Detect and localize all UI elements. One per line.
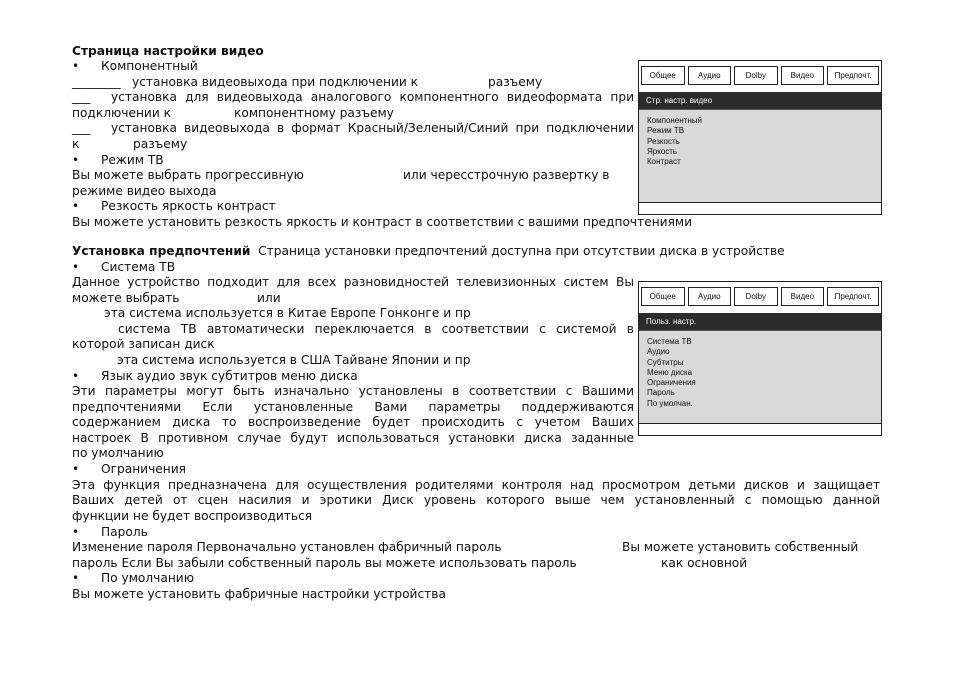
bullet: • (72, 571, 80, 585)
limits-text-end: функции не будет воспроизводиться (72, 509, 313, 523)
tv-mode-text-end: или чересстрочную развертку в (403, 168, 610, 182)
osd-item: Пароль (647, 388, 675, 398)
bullet-sharpness: Резкость яркость контраст (101, 199, 276, 213)
bullet: • (72, 199, 80, 213)
sharpness-text: Вы можете установить резкость яркость и контраст в соответствии с вашими предпочтениями (72, 215, 693, 229)
tv-mode-text: Вы можете выбрать прогрессивную (72, 168, 304, 182)
option3-text: установка видеовыхода в формат Красный/Зеленый/Синий при подключении (111, 121, 634, 135)
bullet-language: Язык аудио звук субтитров меню диска (101, 369, 358, 383)
osd-item: Система ТВ (647, 337, 692, 346)
osd-tab-general: Общее (641, 66, 685, 85)
option2-cont-end: компонентному разъему (234, 106, 394, 120)
option2-text: установка для видеовыхода аналогового компонентного видеоформата при (111, 90, 634, 104)
osd-tab-dolby: Dolby (734, 287, 778, 306)
bullet: • (72, 369, 80, 383)
osd-item: Аудио (647, 347, 670, 357)
osd-item: Субтитры (647, 357, 684, 367)
bullet: • (72, 525, 80, 539)
osd-tab-dolby: Dolby (734, 66, 778, 85)
option2-cont: подключении к (72, 106, 172, 120)
default-text: Вы можете установить фабричные настройки устройства (72, 587, 446, 601)
tv-system-pal: эта система используется в Китае Европе Гонконге и пр (104, 306, 471, 320)
option3-cont: к (72, 137, 80, 151)
option1-text: установка видеовыхода при подключении к (132, 75, 419, 89)
tv-system-auto: система ТВ автоматически переключается в соответствии с системой в (118, 322, 634, 336)
lang-text: Эти параметры могут быть изначально установлены в соответствии с Вашими (72, 384, 634, 398)
osd-tab-video: Видео (781, 66, 825, 85)
bullet-default: По умолчанию (101, 571, 194, 585)
section-heading-preferences: Установка предпочтений (72, 244, 251, 258)
option-blank: ___ (72, 90, 91, 104)
password-text: пароль Если Вы забыли собственный пароль вы можете использовать пароль (72, 556, 577, 570)
bullet: • (72, 260, 80, 274)
osd-item: Компонентный (647, 116, 702, 125)
osd-video-setup (638, 60, 882, 215)
bullet-component: Компонентный (101, 59, 198, 73)
osd-item: Резкость (647, 136, 680, 146)
osd-tab-general: Общее (641, 287, 685, 306)
limits-text: Эта функция предназначена для осуществления родителями контроля над просмотром детьми дисков и защищает (72, 478, 880, 492)
lang-text: предпочтениями Если установленные Вами параметры поддерживаются (72, 400, 634, 414)
osd-item: Меню диска (647, 367, 693, 377)
osd-item: Ограничения (647, 378, 696, 388)
bullet-tv-system: Система ТВ (101, 260, 176, 274)
osd-tab-preferences: Предпочт. (827, 287, 879, 306)
osd-tab-preferences: Предпочт. (827, 66, 879, 85)
osd-item: Яркость (647, 146, 678, 156)
limits-text: Ваших детей от сцен насилия и эротики Диск уровень которого выше чем установленный с помощью данной (72, 493, 880, 507)
bullet-limits: Ограничения (101, 462, 187, 476)
osd-tab-video: Видео (781, 287, 825, 306)
osd-item: Контраст (647, 157, 681, 167)
lang-text-end: по умолчанию (72, 446, 164, 460)
option3-cont-end: разъему (133, 137, 188, 151)
osd-title-bar: Польз. настр. (639, 313, 881, 330)
password-text-end: Вы можете установить собственный (622, 540, 859, 554)
osd-menu-panel (639, 330, 881, 424)
section-heading-rest: Страница установки предпочтений доступна при отсутствии диска в устройстве (258, 244, 785, 258)
bullet: • (72, 462, 80, 476)
tv-system-choose: можете выбрать (72, 291, 180, 305)
password-text: Изменение пароля Первоначально установлен фабричный пароль (72, 540, 502, 554)
bullet-tv-mode: Режим ТВ (101, 153, 164, 167)
option-blank: ___ (72, 121, 91, 135)
osd-menu-panel (639, 109, 881, 203)
osd-title-bar: Стр. настр. видео (639, 92, 881, 109)
lang-text: содержанием диска то воспроизведение будет происходить с учетом Ваших (72, 415, 634, 429)
password-text-end: как основной (661, 556, 748, 570)
section-heading-video: Страница настройки видео (72, 44, 264, 58)
tv-system-auto-cont: которой записан диск (72, 337, 215, 351)
tv-system-text: Данное устройство подходит для всех разновидностей телевизионных систем Вы (72, 275, 634, 289)
bullet: • (72, 59, 80, 73)
osd-item: По умолчан. (647, 398, 693, 408)
option-blank: ________ (72, 75, 121, 89)
tv-system-or: или (257, 291, 281, 305)
bullet: • (72, 153, 80, 167)
osd-item: Режим ТВ (647, 126, 685, 136)
section-heading-preferences-line (72, 244, 785, 259)
tv-system-ntsc: эта система используется в США Тайване Японии и пр (117, 353, 471, 367)
option1-text-end: разъему (488, 75, 543, 89)
lang-text: настроек В противном случае будут использоваться установки диска заданные (72, 431, 634, 445)
osd-tab-audio: Аудио (688, 66, 732, 85)
tv-mode-text-cont: режиме видео выхода (72, 184, 217, 198)
bullet-password: Пароль (101, 525, 148, 539)
osd-preference-setup (638, 281, 882, 436)
osd-tab-audio: Аудио (688, 287, 732, 306)
brand-logo (883, 47, 945, 625)
